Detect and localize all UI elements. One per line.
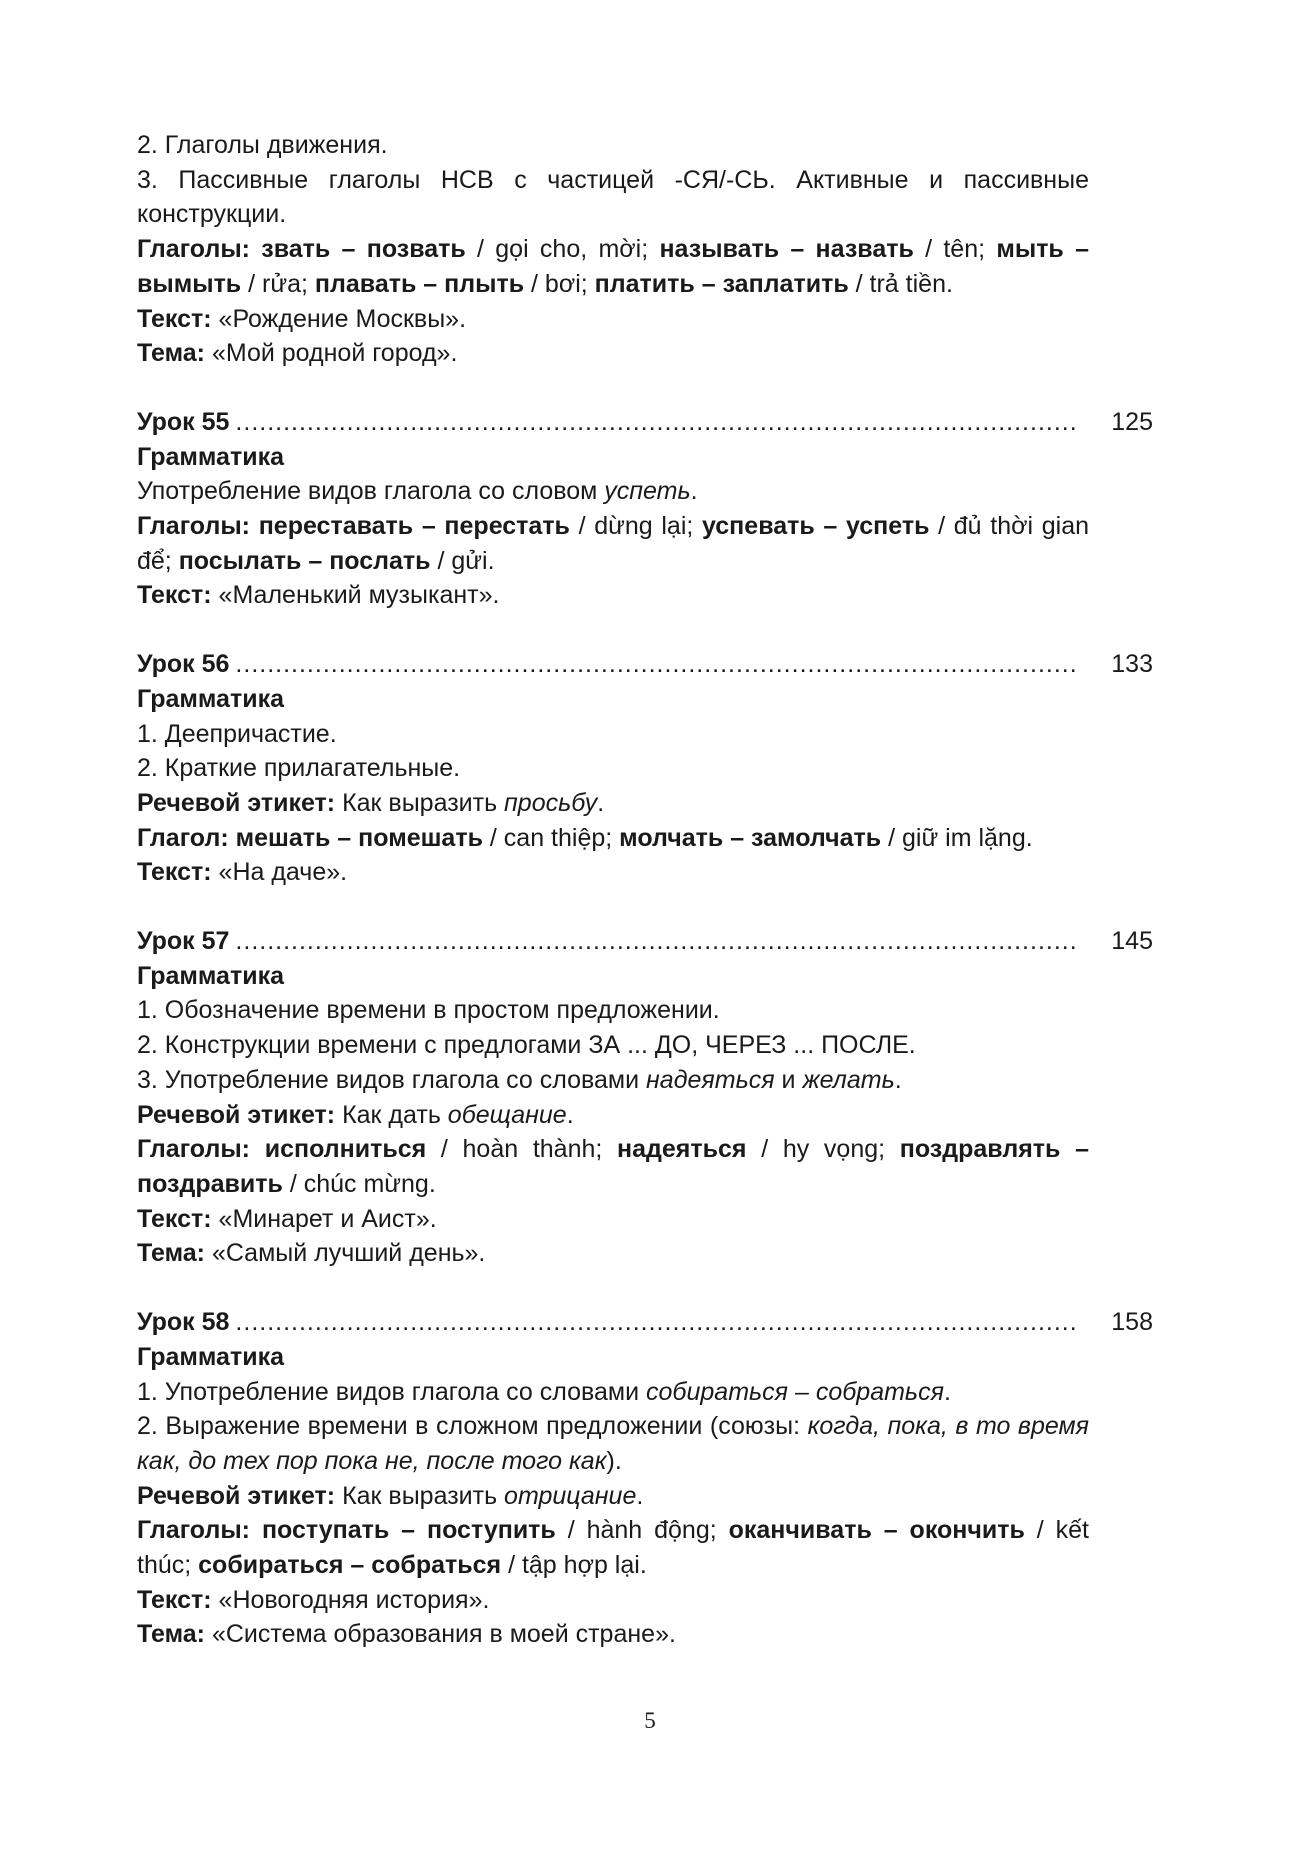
translation: / rửa;	[241, 269, 315, 298]
lesson-title: Урок 55	[137, 407, 230, 436]
grammar-item: 2. Краткие прилагательные.	[137, 754, 461, 783]
verb-pair: молчать – замолчать	[619, 823, 882, 852]
text-line: Текст: «Маленький музыкант».	[137, 581, 500, 610]
translation: / trả tiền.	[848, 269, 953, 298]
verb-pair: платить – заплатить	[594, 269, 849, 298]
text-line: Текст: «На даче».	[137, 858, 348, 887]
verb-pair: оканчивать – окончить	[728, 1516, 1025, 1545]
text-value: «Рождение Москвы».	[211, 304, 467, 333]
grammar-item: 2. Выражение времени в сложном предложении (союзы: когда, пока, в то время как, до тех пор пока не, после того как).	[137, 1412, 1089, 1475]
theme-label: Тема:	[137, 339, 205, 368]
grammar-item: 1. Деепричастие.	[137, 719, 337, 748]
page-ref: 145	[1111, 927, 1153, 956]
page-content	[137, 128, 1153, 1652]
leader-dots	[235, 924, 1077, 959]
page-ref: 158	[1111, 1308, 1153, 1337]
grammar-item: 3. Пассивные глаголы НСВ с частицей -СЯ/-СЬ. Активные и пассивные конструкции.	[137, 165, 1089, 229]
verb-pair: мыть – вымыть	[137, 235, 1089, 298]
leader-dots	[235, 647, 1077, 682]
translation: / bơi;	[524, 269, 595, 298]
grammar-heading: Грамматика	[137, 961, 284, 990]
grammar-heading: Грамматика	[137, 1342, 284, 1371]
theme-value: «Мой родной город».	[205, 339, 458, 368]
toc-entry-lesson-58[interactable]	[137, 1305, 1153, 1340]
grammar-item: Употребление видов глагола со словом успеть.	[137, 477, 698, 506]
verb-pair: переставать – перестать	[258, 512, 570, 541]
verb-pair: плавать – плыть	[314, 269, 525, 298]
text-line: Текст: «Минарет и Аист».	[137, 1204, 437, 1233]
grammar-heading: Грамматика	[137, 442, 284, 471]
verb-pair: собираться – собраться	[198, 1551, 502, 1580]
verb-pair: поздравлять – поздравить	[137, 1135, 1089, 1198]
etiquette-line: Речевой этикет: Как дать обещание.	[137, 1100, 574, 1129]
page-number: 5	[644, 1708, 656, 1733]
verbs-label: Глаголы:	[137, 1516, 251, 1545]
grammar-heading: Грамматика	[137, 684, 284, 713]
page-ref: 133	[1111, 650, 1153, 679]
translation: / tên;	[913, 235, 997, 264]
verb-pair: посылать – послать	[178, 546, 431, 575]
verbs-line: Глаголы: исполниться / hoàn thành; надеяться / hy vọng; поздравлять – поздравить / chúc mừng.	[137, 1135, 1089, 1198]
translation: / gọi cho, mời;	[465, 235, 660, 264]
verb-pair: называть – назвать	[659, 235, 914, 264]
verb-pair: исполниться	[264, 1135, 427, 1164]
toc-entry-lesson-56[interactable]	[137, 647, 1153, 682]
theme-line	[137, 336, 1089, 371]
grammar-item: 1. Употребление видов глагола со словами собираться – собраться.	[137, 1377, 951, 1406]
leader-dots	[235, 405, 1077, 440]
verb-pair: поступать – поступить	[261, 1516, 556, 1545]
verb-pair: успевать – успеть	[702, 512, 930, 541]
toc-entry-lesson-57[interactable]	[137, 924, 1153, 959]
text-label: Текст:	[137, 304, 212, 333]
lesson-title: Урок 57	[137, 927, 230, 956]
verbs-line: Глаголы: переставать – перестать / dừng lại; успевать – успеть / đủ thời gian để; посылать – послать / gửi.	[137, 512, 1090, 575]
page-ref: 125	[1111, 407, 1153, 436]
grammar-item: 2. Глаголы движения.	[137, 131, 388, 159]
verbs-line: Глаголы: поступать – поступить / hành động; оканчивать – окончить / kết thúc; собираться – собраться / tập hợp lại.	[137, 1516, 1089, 1580]
lesson-title: Урок 58	[137, 1308, 230, 1337]
verbs-label: Глаголы:	[137, 512, 251, 541]
verb-pair: надеяться	[617, 1135, 747, 1164]
grammar-item: 2. Конструкции времени с предлогами ЗА ... ДО, ЧЕРЕЗ ... ПОСЛЕ.	[137, 1031, 916, 1060]
verbs-label: Глаголы:	[137, 1135, 251, 1164]
verbs-label: Глаголы:	[137, 235, 251, 264]
verb-pair: звать – позвать	[261, 235, 466, 264]
toc-entry-lesson-55[interactable]	[137, 405, 1153, 440]
theme-line: Тема: «Система образования в моей стране».	[137, 1620, 676, 1649]
grammar-item: 3. Употребление видов глагола со словами надеяться и желать.	[137, 1065, 902, 1094]
verb-pair: мешать – помешать	[235, 823, 483, 852]
grammar-item: 1. Обозначение времени в простом предложении.	[137, 996, 720, 1025]
leader-dots	[235, 1305, 1077, 1340]
theme-line: Тема: «Самый лучший день».	[137, 1239, 486, 1268]
etiquette-line: Речевой этикет: Как выразить просьбу.	[137, 788, 605, 817]
text-line: Текст: «Новогодняя история».	[137, 1585, 490, 1614]
text-line	[137, 302, 1089, 337]
verbs-line	[137, 232, 1089, 301]
lesson-title: Урок 56	[137, 650, 230, 679]
verbs-line: Глагол: мешать – помешать / can thiệp; молчать – замолчать / giữ im lặng.	[137, 823, 1033, 852]
verbs-label: Глагол:	[137, 823, 229, 852]
etiquette-line: Речевой этикет: Как выразить отрицание.	[137, 1481, 644, 1510]
